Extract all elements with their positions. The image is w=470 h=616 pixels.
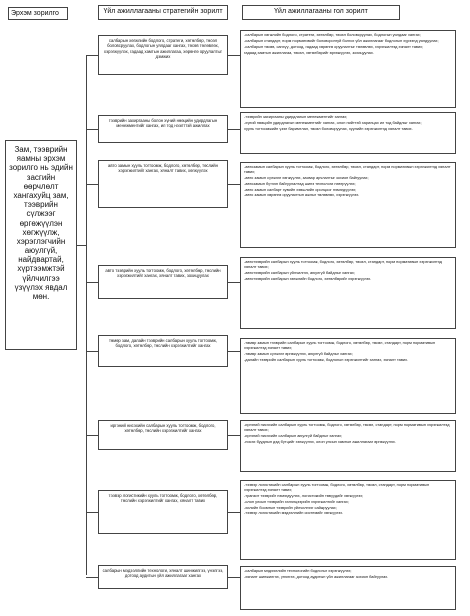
objective-box — [240, 257, 456, 329]
objective-item: гадаад хамтын ажиллагаа, төсөл, хөтөлбөрийг өргөжүүлэх, зохицуулах. — [244, 49, 374, 55]
strategy-box: төмөр зам, далайн тээврийн салбарын хууль тогтоомж, бодлого, хөтөлбөр, төслийн хэрэгжилтийг хангах — [98, 335, 228, 367]
objective-connector — [228, 512, 240, 513]
objective-box — [240, 162, 456, 248]
objective-item: -иргэний нисэхийн салбарын аюулгүй байдлыг хангах; — [244, 432, 343, 438]
objective-box — [240, 338, 456, 414]
strategy-connector — [86, 184, 98, 185]
header-objective: Үйл ажиллагааны гол зорилт — [242, 5, 400, 20]
objective-box — [240, 480, 456, 560]
strategy-connector — [86, 512, 98, 513]
objective-item: -нисэх буудлын дэд бүтцийг хөгжүүлэх, олон улсын хамтын ажиллагааг өргөжүүлэх. — [244, 438, 396, 444]
objective-box — [240, 566, 456, 610]
strategy-box: салбарын хөгжлийн бодлого, стратеги, хөтөлбөр, төсөл боловсруулах, бодлогын уялдааг хангах, төсөв төлөвлөх, хэрэгжүүлэх, гадаад хамтын ажиллагаа, хөрөнгө оруулалтыг дэмжих — [98, 35, 228, 75]
strategy-connector — [86, 55, 98, 56]
objective-item: -салбарын стандарт, норм нормативийг боловсронгуй болгох үйл ажиллагааг бодлогын хүрээнд уялдуулах; — [244, 37, 439, 43]
objective-connector — [228, 184, 240, 185]
objective-item: -тээврийн захиргааны удирдлагын менежментийг хангах; — [244, 114, 348, 119]
objective-item: -тээвэр логистикийн салбарын хууль тогтоомж, бодлого, хөтөлбөр, төсөл, стандарт, норм нормативын хэрэгжилтэд хяналт тавих; — [244, 482, 430, 492]
trunk-line — [86, 55, 87, 575]
objective-box — [240, 420, 456, 472]
objective-item: хууль тогтоомжийн үзэл баримтлал, төсөл боловсруулах, хуулийн хэрэгжилтэд хяналт тавих. — [244, 125, 413, 131]
objective-item: -хилийн боомтын тээврийн үйлчилгээг сайжруулах; — [244, 504, 337, 510]
objective-connector — [228, 577, 240, 578]
objective-box — [240, 30, 456, 108]
strategy-box: авто тээврийн хууль тогтоомж, бодлого, хөтөлбөр, төслийн хэрэгжилтийг хангах, хяналт тавих, зохицуулах — [98, 265, 228, 299]
objective-item: -автотээврийн салбарын хууль тогтоомж, бодлого, хөтөлбөр, төсөл, стандарт, норм нормативын хэрэгжилтэд хяналт тавих; — [244, 259, 442, 269]
objective-item: -төмөр замын сүлжээг өргөжүүлэх, аюулгүй байдлыг хангах; — [244, 350, 353, 356]
strategy-connector — [86, 577, 98, 578]
mission-connector — [77, 245, 86, 246]
strategy-connector — [86, 282, 98, 283]
objective-item: -хяналт шинжилгээ, үнэлгээ, дотоод аудитын үйл ажиллагааг зохион байгуулах. — [244, 573, 389, 579]
strategy-box: тээврийн захиргааны болон хүний нөөцийн удирдлагын менежментийг хангах, ил тод нээлттэй ажиллах — [98, 115, 228, 143]
strategy-connector — [86, 351, 98, 352]
objective-connector — [228, 351, 240, 352]
strategy-box: салбарын мэдээллийн технологи, хяналт шинжилгээ, үнэлгээ, дотоод аудитын үйл ажиллагааг хангах — [98, 565, 228, 589]
objective-item: -салбарын төсөв, санхүү, дотоод, гадаад хөрөнгө оруулалтыг төлөвлөх, хэрэгжилтэд хяналт тавих; — [244, 43, 424, 49]
strategy-box: тээвэр логистикийн хууль тогтоомж, бодлого, хөтөлбөр, төслийн хэрэгжилтийг хангах, хяналт тавих — [98, 490, 228, 534]
strategy-box: авто замын хууль тогтоомж, бодлого, хөтөлбөр, төслийн хэрэгжилтийг хангах, хяналт тавих, хөгжүүлэх — [98, 160, 228, 208]
objective-item: -автотээврийн салбарын хөгжлийн бодлого, хөтөлбөрийг хэрэгжүүлэх. — [244, 275, 372, 281]
objective-connector — [228, 435, 240, 436]
header-strategy: Үйл ажиллагааны стратегийн зорилт — [98, 5, 228, 20]
objective-connector — [228, 129, 240, 130]
objective-item: -хүний нөөцийн удирдлагын менежментийг хангах, олон нийттэй харилцах ил тод байдлыг хангах; — [244, 119, 422, 125]
objective-item: -тээвэр логистикийн мэдээллийн системийг хөгжүүлэх. — [244, 510, 344, 516]
objective-item: -транзит тээврийг нэмэгдүүлэх, логистикийн төвүүдийг хөгжүүлэх; — [244, 492, 364, 498]
objective-item: -салбарын хөгжлийн бодлого, стратеги, хөтөлбөр, төсөл боловсруулах, бодлогын уялдааг хангах; — [244, 32, 421, 37]
objective-item: -олон улсын тээврийн хэлэлцээрийн хэрэгжилтийг хангах; — [244, 498, 349, 504]
objective-item: -автотээврийн салбарын үйлчилгээ, аюулгүй байдлыг хангах; — [244, 269, 355, 275]
objective-connector — [228, 55, 240, 56]
objective-connector — [228, 282, 240, 283]
mission-text: Зам, тээврийн яамны эрхэм зорилго нь эдийн засгийн өөрчлөлт хангахуйц зам, тээврийн сүлжээг өргөжүүлэн хөгжүүлж, хэрэглэгчийн аюулгүй, найдвартай, хүртээмжтэй үйлчилгээ үзүүлэх явдал мөн. — [9, 145, 73, 301]
objective-box — [240, 112, 456, 154]
objective-item: -салбарын мэдээллийн технологийн бодлогыг хэрэгжүүлэх; — [244, 568, 352, 573]
strategy-connector — [86, 435, 98, 436]
objective-item: -төмөр замын тээврийн салбарын хууль тогтоомж, бодлого, хөтөлбөр, төсөл, стандарт, норм нормативын хэрэгжилтэд хяналт тавих; — [244, 340, 436, 350]
objective-item: -авто замын сүлжээг хөгжүүлэх, засвар арчлалтыг зохион байгуулах; — [244, 174, 369, 180]
objective-item: -автозамын бүтээн байгуулалтад шинэ технологи нэвтрүүлэх; — [244, 180, 356, 186]
objective-item: -иргэний нисэхийн салбарын хууль тогтоомж, бодлого, хөтөлбөр, төсөл, стандарт, норм нормативын хэрэгжилтэд хяналт тавих; — [244, 422, 450, 432]
strategy-connector — [86, 129, 98, 130]
mission-box — [5, 140, 77, 350]
strategy-box: иргэний нисэхийн салбарын хууль тогтоомж, бодлого, хөтөлбөр, төслийн хэрэгжилтийг хангах — [98, 420, 228, 450]
header-mission: Эрхэм зорилго — [8, 7, 68, 20]
objective-item: -автозамын салбарын хууль тогтоомж, бодлого, хөтөлбөр, төсөл, стандарт, норм нормативын хэрэгжилтэд хяналт тавих; — [244, 164, 451, 174]
objective-item: -авто замын хөрөнгө оруулалтын ажлыг төлөвлөх, хэрэгжүүлэх. — [244, 192, 360, 198]
objective-item: -далайн тээврийн салбарын хууль тогтоомж, бодлогын хэрэгжилтийг хангах, хяналт тавих. — [244, 356, 409, 362]
objective-item: -авто замын салбарт хувийн хэвшлийн оролцоог нэмэгдүүлэх; — [244, 186, 357, 192]
